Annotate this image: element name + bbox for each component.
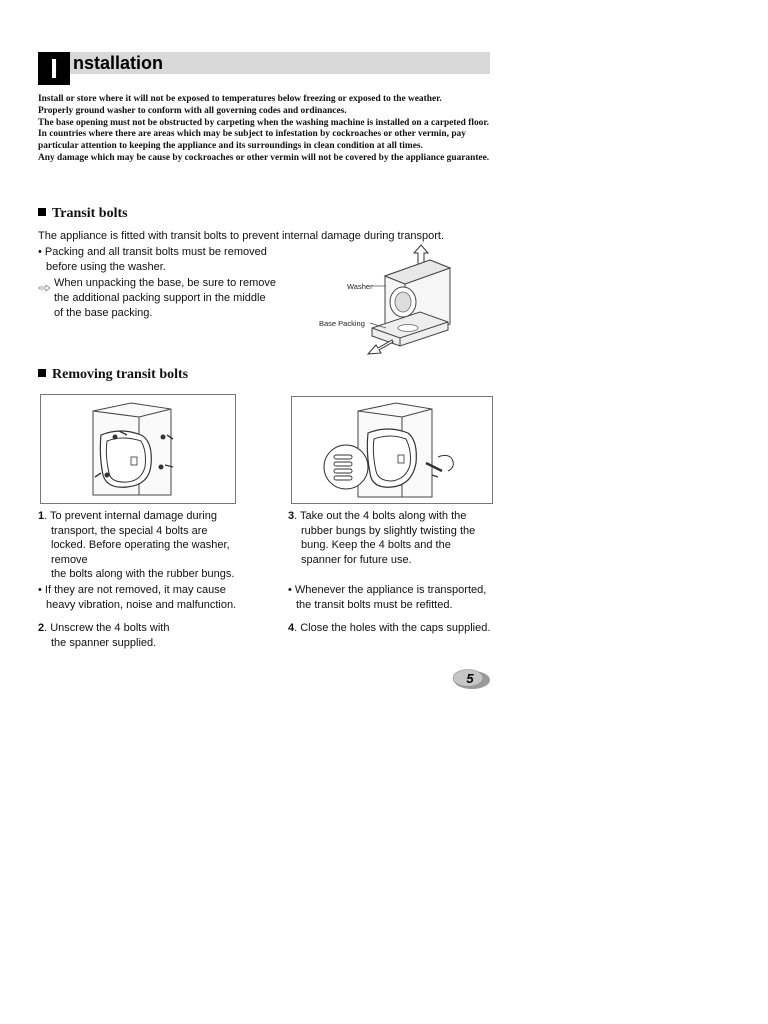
transit-note-line: When unpacking the base, be sure to remove bbox=[54, 277, 276, 289]
intro-line: The base opening must not be obstructed by carpeting when the washing machine is installed on a carpeted floor. bbox=[38, 117, 489, 128]
step-text: . Close the holes with the caps supplied. bbox=[294, 622, 491, 634]
warning-line: heavy vibration, noise and malfunction. bbox=[46, 598, 237, 611]
section-title-removing-transit-bolts bbox=[38, 367, 188, 383]
note-line: • Whenever the appliance is transported, bbox=[288, 584, 487, 596]
figure-remove-bolts bbox=[291, 396, 493, 504]
step-number: 4 bbox=[288, 622, 295, 634]
intro-paragraph bbox=[38, 94, 490, 165]
step-text: remove bbox=[51, 553, 88, 566]
step-text: . Take out the 4 bolts along with the bbox=[294, 510, 467, 522]
warning-line: • If they are not removed, it may cause bbox=[38, 584, 226, 596]
note-hand-icon bbox=[38, 280, 52, 290]
section-title-transit-bolts bbox=[38, 206, 128, 222]
step-text: the bolts along with the rubber bungs. bbox=[51, 568, 235, 580]
page-number: 5 bbox=[466, 671, 474, 686]
intro-line: Any damage which may be cause by cockroaches or other vermin will not be covered by the appliance guarantee. bbox=[38, 152, 490, 163]
step-text: locked. Before operating the washer, bbox=[51, 539, 230, 551]
step-text: spanner for future use. bbox=[301, 553, 412, 566]
step-3-note bbox=[288, 583, 508, 612]
washer-label: Washer bbox=[347, 282, 373, 291]
step-text: bung. Keep the 4 bolts and the bbox=[301, 539, 451, 551]
step-3 bbox=[288, 509, 508, 567]
section-title-text: Transit bolts bbox=[52, 206, 128, 221]
step-text: . Unscrew the 4 bolts with bbox=[44, 622, 170, 634]
transit-description: The appliance is fitted with transit bolts to prevent internal damage during transport. bbox=[38, 230, 445, 242]
step-number: 3 bbox=[288, 510, 295, 522]
step-text: . To prevent internal damage during bbox=[44, 510, 217, 522]
bullet-square-icon bbox=[38, 208, 46, 216]
step-number: 1 bbox=[38, 510, 45, 522]
base-packing-label: Base Packing bbox=[319, 319, 365, 328]
figure-unscrew-bolts bbox=[40, 394, 236, 504]
washer-base-packing-illustration bbox=[300, 244, 470, 362]
step-text: transport, the special 4 bolts are bbox=[51, 524, 208, 537]
step-1-warning bbox=[38, 583, 278, 612]
step-text: the spanner supplied. bbox=[51, 636, 157, 649]
transit-note-line: of the base packing. bbox=[54, 307, 153, 319]
bullet-square-icon bbox=[38, 369, 46, 377]
intro-line: In countries where there are areas which may be subject to infestation by cockroaches or other vermin, pay particular attention to keeping the appliance and its surroundings in clean condition at all times. bbox=[38, 129, 466, 152]
step-text: rubber bungs by slightly twisting the bbox=[301, 524, 476, 537]
intro-line: Properly ground washer to conform with all governing codes and ordinances. bbox=[38, 105, 347, 116]
step-1 bbox=[38, 509, 268, 582]
page-title: nstallation bbox=[73, 53, 164, 73]
header-initial-cap: I bbox=[38, 52, 70, 85]
intro-line: Install or store where it will not be exposed to temperatures below freezing or exposed to the weather. bbox=[38, 94, 442, 104]
transit-note-line: the additional packing support in the middle bbox=[54, 292, 266, 304]
step-2 bbox=[38, 621, 268, 650]
note-line: the transit bolts must be refitted. bbox=[296, 598, 453, 611]
transit-bullet-line: • Packing and all transit bolts must be removed bbox=[38, 246, 267, 258]
transit-bullet-line: before using the washer. bbox=[46, 261, 166, 273]
step-number: 2 bbox=[38, 622, 45, 634]
step-4 bbox=[288, 621, 513, 636]
section-title-text: Removing transit bolts bbox=[52, 367, 189, 382]
